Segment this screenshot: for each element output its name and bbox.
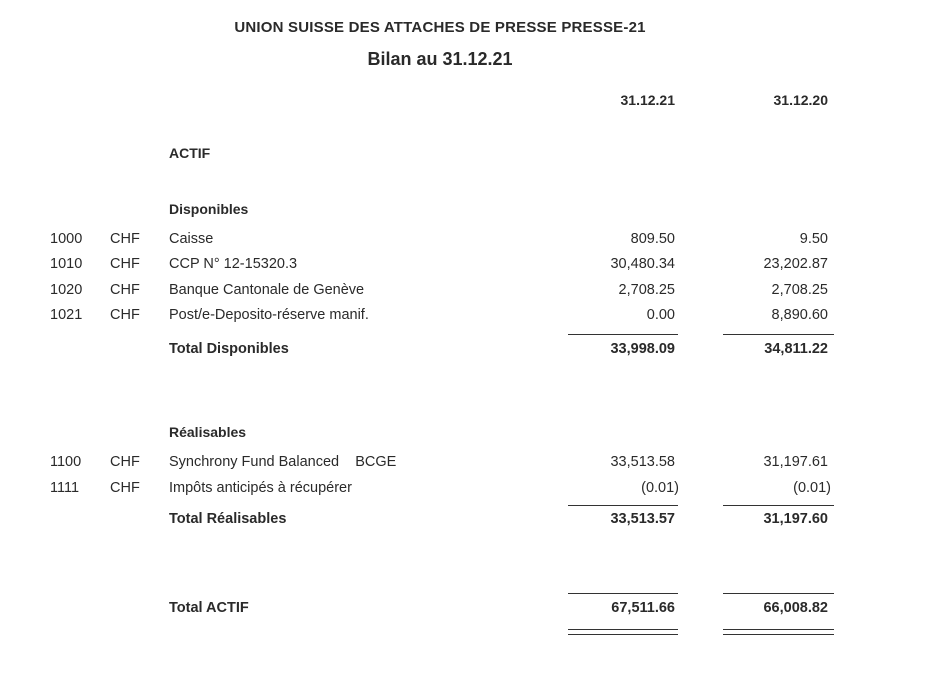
double-underline bbox=[723, 629, 834, 630]
amount-2020: 8,890.60 bbox=[771, 307, 828, 323]
double-underline bbox=[568, 629, 678, 630]
organization-title: UNION SUISSE DES ATTACHES DE PRESSE PRESSE-21 bbox=[234, 19, 646, 36]
disponibles-heading: Disponibles bbox=[169, 201, 249, 217]
total-rule bbox=[723, 593, 834, 594]
account-number: 1010 bbox=[50, 256, 83, 272]
column-header-2020: 31.12.20 bbox=[773, 92, 828, 108]
balance-sheet-title: Bilan au 31.12.21 bbox=[367, 49, 513, 69]
account-description: Banque Cantonale de Genève bbox=[169, 282, 365, 298]
amount-2021: 33,513.58 bbox=[610, 454, 675, 470]
total-disponibles-2021: 33,998.09 bbox=[610, 341, 675, 357]
amount-2021: 2,708.25 bbox=[618, 282, 675, 298]
account-description: CCP N° 12-15320.3 bbox=[169, 256, 298, 272]
account-number: 1000 bbox=[50, 231, 83, 247]
subtotal-rule bbox=[723, 334, 834, 335]
currency: CHF bbox=[110, 282, 140, 298]
currency: CHF bbox=[110, 480, 140, 496]
account-number: 1100 bbox=[50, 454, 82, 470]
double-underline bbox=[568, 634, 678, 635]
account-number: 1020 bbox=[50, 282, 83, 298]
column-header-2021: 31.12.21 bbox=[620, 92, 675, 108]
total-actif-label: Total ACTIF bbox=[169, 600, 249, 616]
subtotal-rule bbox=[723, 505, 834, 506]
currency: CHF bbox=[110, 256, 140, 272]
amount-2020: 9.50 bbox=[799, 231, 828, 247]
currency: CHF bbox=[110, 307, 140, 323]
account-description: Synchrony Fund Balanced BCGE bbox=[169, 454, 397, 470]
account-description: Caisse bbox=[169, 231, 214, 247]
amount-2020: 31,197.61 bbox=[763, 454, 828, 470]
currency: CHF bbox=[110, 454, 140, 470]
account-description: Post/e-Deposito-réserve manif. bbox=[169, 307, 369, 323]
subtotal-rule bbox=[568, 505, 678, 506]
total-actif-2020: 66,008.82 bbox=[763, 600, 828, 616]
total-rule bbox=[568, 593, 678, 594]
currency: CHF bbox=[110, 231, 140, 247]
account-number: 1021 bbox=[50, 307, 83, 323]
total-realisables-2021: 33,513.57 bbox=[610, 511, 675, 527]
subtotal-rule bbox=[568, 334, 678, 335]
amount-2021: 809.50 bbox=[630, 231, 675, 247]
amount-2020: (0.01) bbox=[793, 480, 831, 496]
amount-2021: (0.01) bbox=[641, 480, 679, 496]
total-realisables-2020: 31,197.60 bbox=[763, 511, 828, 527]
amount-2021: 0.00 bbox=[646, 307, 675, 323]
amount-2020: 23,202.87 bbox=[763, 256, 828, 272]
account-number: 1111 bbox=[50, 480, 80, 496]
account-description: Impôts anticipés à récupérer bbox=[169, 480, 352, 496]
realisables-heading: Réalisables bbox=[169, 424, 247, 440]
amount-2021: 30,480.34 bbox=[610, 256, 675, 272]
actif-heading: ACTIF bbox=[169, 145, 211, 161]
amount-2020: 2,708.25 bbox=[771, 282, 828, 298]
total-actif-2021: 67,511.66 bbox=[611, 600, 675, 616]
total-disponibles-2020: 34,811.22 bbox=[764, 341, 828, 357]
double-underline bbox=[723, 634, 834, 635]
total-disponibles-label: Total Disponibles bbox=[169, 341, 289, 357]
total-realisables-label: Total Réalisables bbox=[169, 511, 287, 527]
